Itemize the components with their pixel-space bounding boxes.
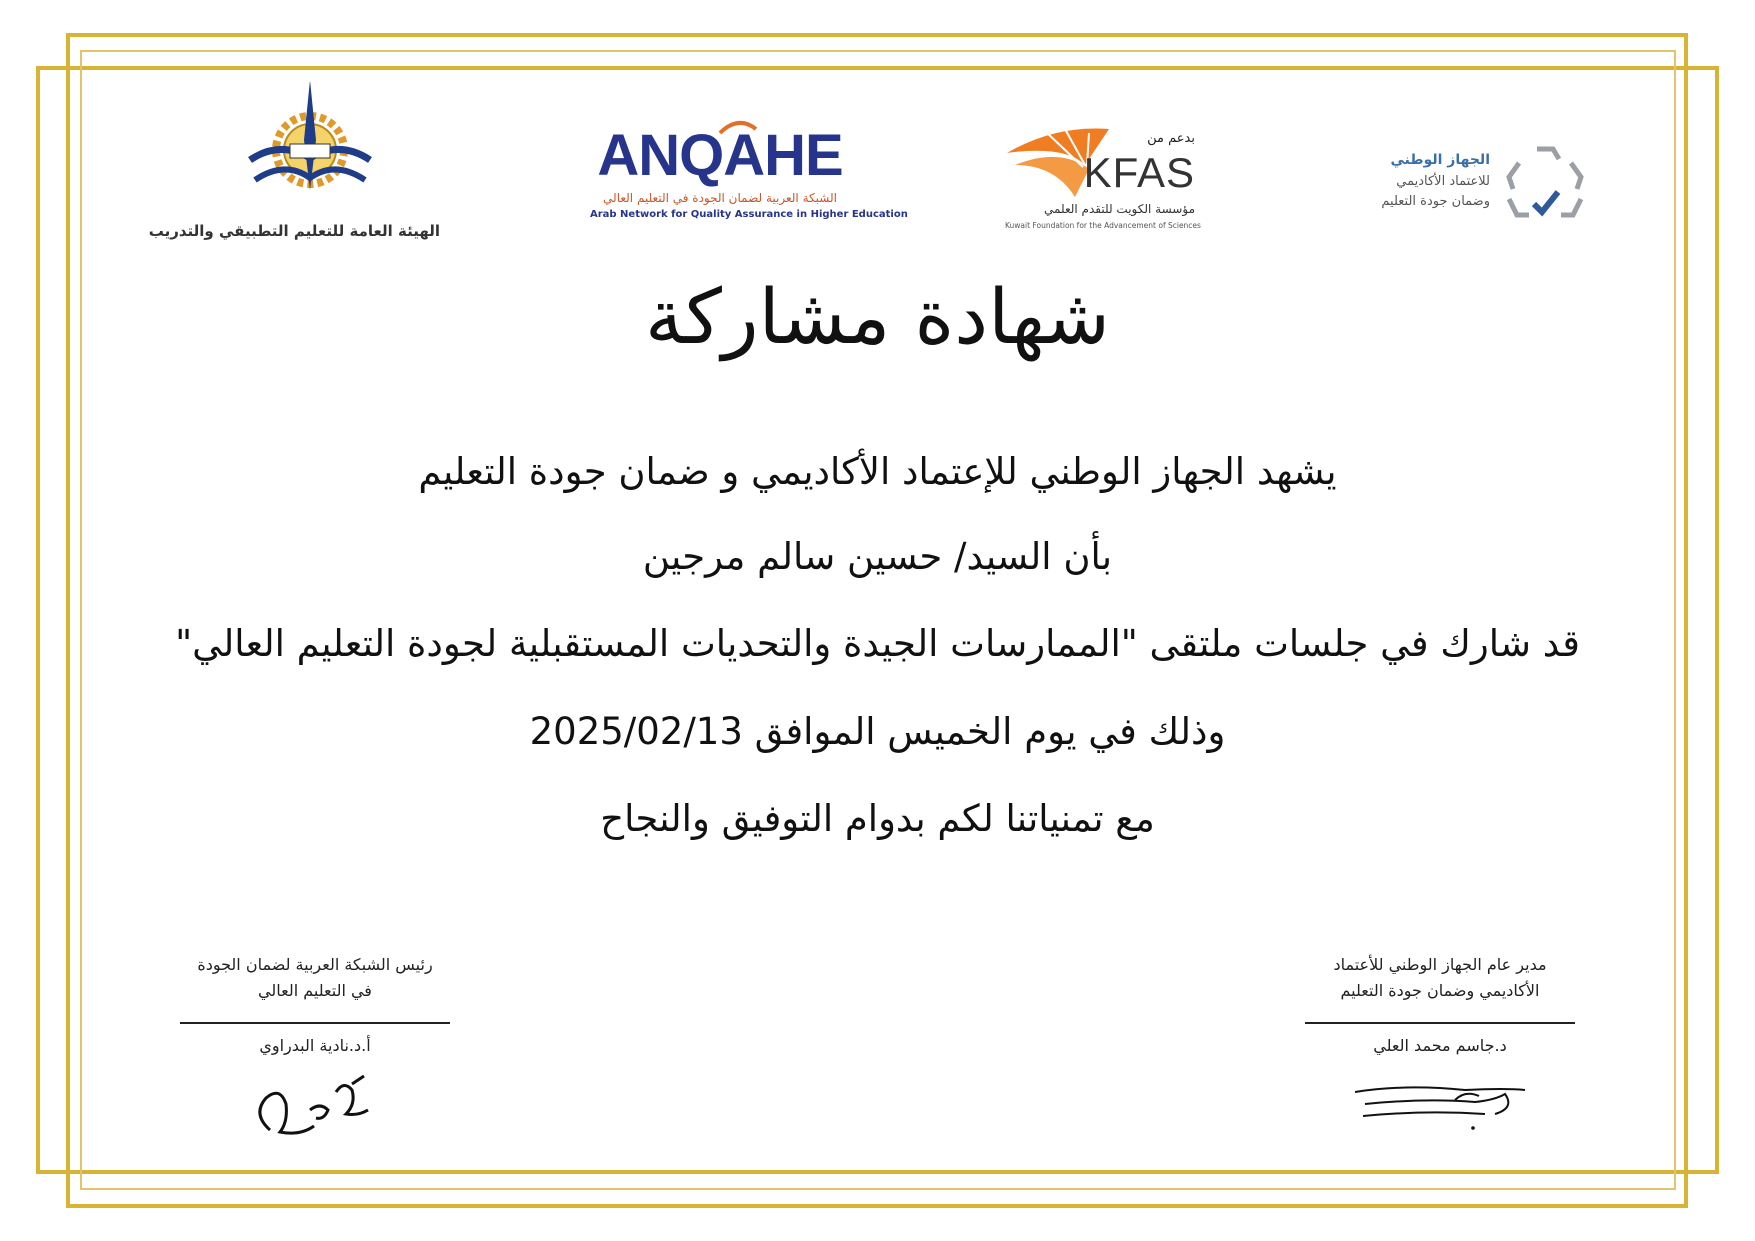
signatory-title-line2: في التعليم العالي — [258, 981, 372, 1000]
signatory-title-line2: الأكاديمي وضمان جودة التعليم — [1340, 981, 1540, 1000]
anqahe-english-name: Arab Network for Quality Assurance in Higher Education — [590, 209, 908, 220]
recipient-line: بأن السيد/ حسين سالم مرجين — [642, 535, 1113, 578]
naaqa-name-line2: للاعتماد الأكاديمي — [1396, 174, 1490, 189]
date-line: وذلك في يوم الخميس الموافق 2025/02/13 — [529, 710, 1226, 753]
kfas-english-name: Kuwait Foundation for the Advancement of Sciences — [1005, 221, 1201, 230]
participation-line: قد شارك في جلسات ملتقى "الممارسات الجيدة والتحديات المستقبلية لجودة التعليم العالي" — [175, 622, 1580, 665]
anqahe-arabic-name: الشبكة العربية لضمان الجودة في التعليم العالي — [603, 191, 837, 205]
anqahe-wordmark: ANQAHE — [597, 123, 843, 188]
signatory-name: د.جاسم محمد العلي — [1373, 1036, 1507, 1055]
signature-rule — [180, 1022, 450, 1024]
handwritten-signature-right — [1345, 1070, 1535, 1140]
wishes-line: مع تمنياتنا لكم بدوام التوفيق والنجاح — [600, 797, 1155, 840]
naaqa-logo — [1350, 140, 1590, 230]
anqahe-logo — [590, 123, 908, 230]
certificate-title: شهادة مشاركة — [645, 272, 1110, 361]
handwritten-signature-left — [240, 1070, 390, 1145]
naaqa-star-icon — [1500, 140, 1590, 230]
signature-rule — [1305, 1022, 1575, 1024]
naaqa-name-line3: وضمان جودة التعليم — [1381, 194, 1490, 209]
paaet-logo — [148, 82, 440, 242]
paaet-caption: الهيئة العامة للتعليم التطبيقي والتدريب — [148, 222, 440, 240]
kfas-logo — [1005, 125, 1205, 235]
anqahe-arc-icon — [718, 119, 758, 135]
signature-block-right — [1290, 952, 1590, 1140]
naaqa-name-line1: الجهاز الوطني — [1390, 152, 1490, 168]
certification-statement: يشهد الجهاز الوطني للإعتماد الأكاديمي و ضمان جودة التعليم — [418, 450, 1337, 493]
signatory-title-line1: رئيس الشبكة العربية لضمان الجودة — [197, 955, 433, 974]
kfas-arabic-name: مؤسسة الكويت للتقدم العلمي — [1044, 202, 1195, 216]
signatory-name: أ.د.نادية البدراوي — [259, 1036, 371, 1055]
kfas-supported-by: بدعم من — [1147, 131, 1195, 146]
signatory-title-line1: مدير عام الجهاز الوطني للأعتماد — [1333, 955, 1547, 974]
paaet-emblem-icon — [180, 82, 440, 222]
kfas-wordmark: KFAS — [1083, 149, 1195, 196]
signature-block-left — [165, 952, 465, 1145]
